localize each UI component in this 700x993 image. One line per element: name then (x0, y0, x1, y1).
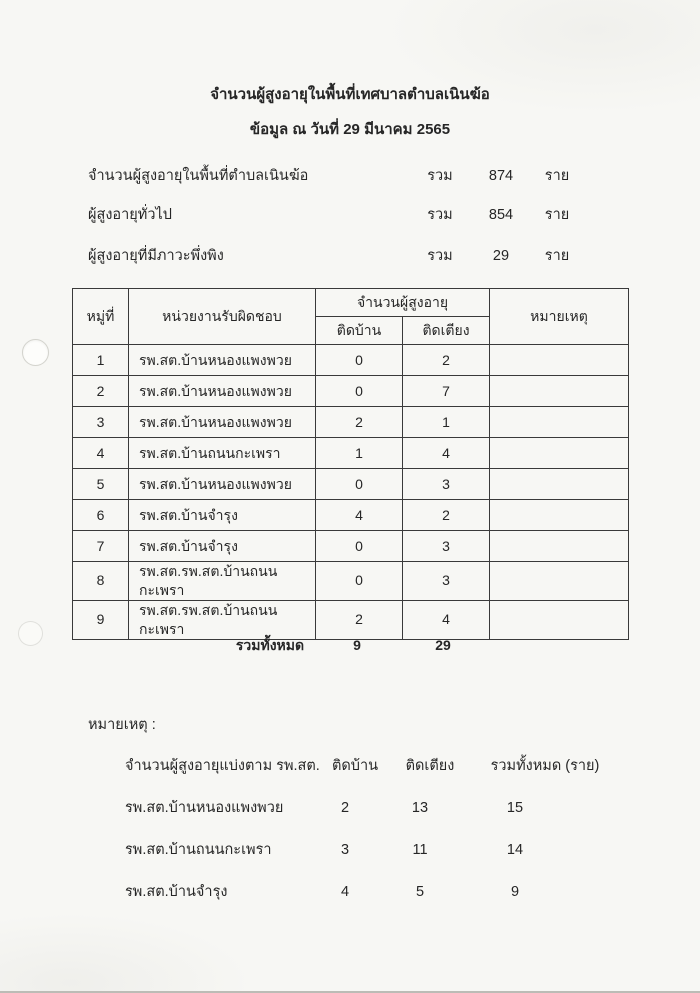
cell-remark (490, 562, 629, 601)
summary-label: จำนวนผู้สูงอายุในพื้นที่ตำบลเนินฆ้อ (88, 168, 309, 184)
cell-moo: 4 (73, 438, 129, 469)
table-header-row-1 (73, 289, 629, 317)
notes-cell-bedridden: 13 (411, 800, 429, 816)
cell-bedridden: 3 (403, 469, 490, 500)
notes-cell-total: 14 (506, 842, 524, 858)
col-header-agency: หน่วยงานรับผิดชอบ (129, 289, 316, 345)
notes-col-total: รวมทั้งหมด (ราย) (490, 758, 600, 774)
document-title: จำนวนผู้สูงอายุในพื้นที่เทศบาลตำบลเนินฆ้อ (210, 86, 490, 103)
notes-cell-name: รพ.สต.บ้านหนองแพงพวย (125, 800, 284, 816)
cell-homebound: 1 (316, 438, 403, 469)
cell-remark (490, 345, 629, 376)
cell-agency: รพ.สต.บ้านหนองแพงพวย (129, 407, 316, 438)
grand-total-homebound: 9 (353, 637, 361, 653)
notes-cell-homebound: 3 (340, 842, 350, 858)
summary-unit: ราย (544, 168, 570, 184)
table-row (73, 531, 629, 562)
cell-bedridden: 3 (403, 531, 490, 562)
cell-agency: รพ.สต.บ้านหนองแพงพวย (129, 469, 316, 500)
col-header-remarks: หมายเหตุ (490, 289, 629, 345)
cell-agency: รพ.สต.บ้านหนองแพงพวย (129, 345, 316, 376)
notes-table-row (125, 798, 645, 820)
summary-total-word: รวม (427, 207, 453, 223)
cell-remark (490, 531, 629, 562)
cell-remark (490, 407, 629, 438)
cell-bedridden: 4 (403, 438, 490, 469)
cell-bedridden: 3 (403, 562, 490, 601)
cell-homebound: 2 (316, 600, 403, 639)
notes-cell-total: 15 (506, 800, 524, 816)
notes-col-name: จำนวนผู้สูงอายุแบ่งตาม รพ.สต. (125, 758, 320, 774)
summary-row-general (88, 205, 600, 227)
cell-moo: 1 (73, 345, 129, 376)
table-row (73, 500, 629, 531)
grand-total-bedridden: 29 (435, 637, 451, 653)
cell-agency: รพ.สต.บ้านถนนกะเพรา (129, 438, 316, 469)
table-grand-total-row (72, 636, 628, 658)
cell-moo: 7 (73, 531, 129, 562)
notes-col-bedridden: ติดเตียง (405, 758, 455, 774)
col-header-homebound: ติดบ้าน (316, 317, 403, 345)
cell-agency: รพ.สต.รพ.สต.บ้านถนนกะเพรา (129, 600, 316, 639)
table-row (73, 438, 629, 469)
notes-cell-name: รพ.สต.บ้านจำรุง (125, 884, 228, 900)
document-subtitle: ข้อมูล ณ วันที่ 29 มีนาคม 2565 (249, 121, 451, 138)
cell-agency: รพ.สต.บ้านจำรุง (129, 500, 316, 531)
table-row (73, 469, 629, 500)
summary-total-word: รวม (427, 168, 453, 184)
cell-homebound: 0 (316, 345, 403, 376)
hole-punch-top (22, 339, 49, 366)
col-header-elderly-group: จำนวนผู้สูงอายุ (316, 289, 490, 317)
notes-heading: หมายเหตุ : (88, 717, 156, 733)
cell-homebound: 0 (316, 376, 403, 407)
notes-table-row (125, 882, 645, 904)
cell-bedridden: 2 (403, 500, 490, 531)
table-row (73, 562, 629, 601)
cell-moo: 5 (73, 469, 129, 500)
summary-label: ผู้สูงอายุที่มีภาวะพึ่งพิง (88, 248, 224, 264)
summary-unit: ราย (544, 248, 570, 264)
cell-moo: 9 (73, 600, 129, 639)
cell-remark (490, 438, 629, 469)
cell-homebound: 4 (316, 500, 403, 531)
cell-remark (490, 469, 629, 500)
summary-unit: ราย (544, 207, 570, 223)
cell-bedridden: 2 (403, 345, 490, 376)
summary-row-dependent (88, 246, 600, 268)
col-header-bedridden: ติดเตียง (403, 317, 490, 345)
notes-cell-homebound: 2 (340, 800, 350, 816)
cell-remark (490, 376, 629, 407)
notes-cell-bedridden: 11 (412, 842, 428, 858)
notes-cell-homebound: 4 (340, 884, 350, 900)
cell-homebound: 0 (316, 469, 403, 500)
summary-total-word: รวม (427, 248, 453, 264)
summary-value: 854 (488, 207, 514, 223)
cell-remark (490, 600, 629, 639)
cell-moo: 3 (73, 407, 129, 438)
grand-total-label: รวมทั้งหมด (235, 637, 305, 653)
cell-bedridden: 7 (403, 376, 490, 407)
table-row (73, 376, 629, 407)
cell-moo: 6 (73, 500, 129, 531)
cell-bedridden: 1 (403, 407, 490, 438)
notes-table-header-row (125, 756, 645, 778)
cell-agency: รพ.สต.รพ.สต.บ้านถนนกะเพรา (129, 562, 316, 601)
notes-cell-name: รพ.สต.บ้านถนนกะเพรา (125, 842, 272, 858)
cell-remark (490, 500, 629, 531)
summary-value: 874 (488, 168, 514, 184)
cell-moo: 8 (73, 562, 129, 601)
summary-row-total-area (88, 166, 600, 188)
cell-agency: รพ.สต.บ้านจำรุง (129, 531, 316, 562)
notes-col-homebound: ติดบ้าน (331, 758, 379, 774)
cell-bedridden: 4 (403, 600, 490, 639)
notes-cell-total: 9 (510, 884, 520, 900)
elderly-count-table (72, 288, 629, 640)
notes-table-row (125, 840, 645, 862)
summary-value: 29 (492, 248, 510, 264)
table-row (73, 345, 629, 376)
notes-cell-bedridden: 5 (415, 884, 425, 900)
hole-punch-bottom (18, 621, 43, 646)
cell-agency: รพ.สต.บ้านหนองแพงพวย (129, 376, 316, 407)
cell-homebound: 0 (316, 531, 403, 562)
summary-label: ผู้สูงอายุทั่วไป (88, 207, 172, 223)
col-header-moo: หมู่ที่ (73, 289, 129, 345)
cell-homebound: 2 (316, 407, 403, 438)
cell-moo: 2 (73, 376, 129, 407)
cell-homebound: 0 (316, 562, 403, 601)
table-row (73, 407, 629, 438)
table-row (73, 600, 629, 639)
